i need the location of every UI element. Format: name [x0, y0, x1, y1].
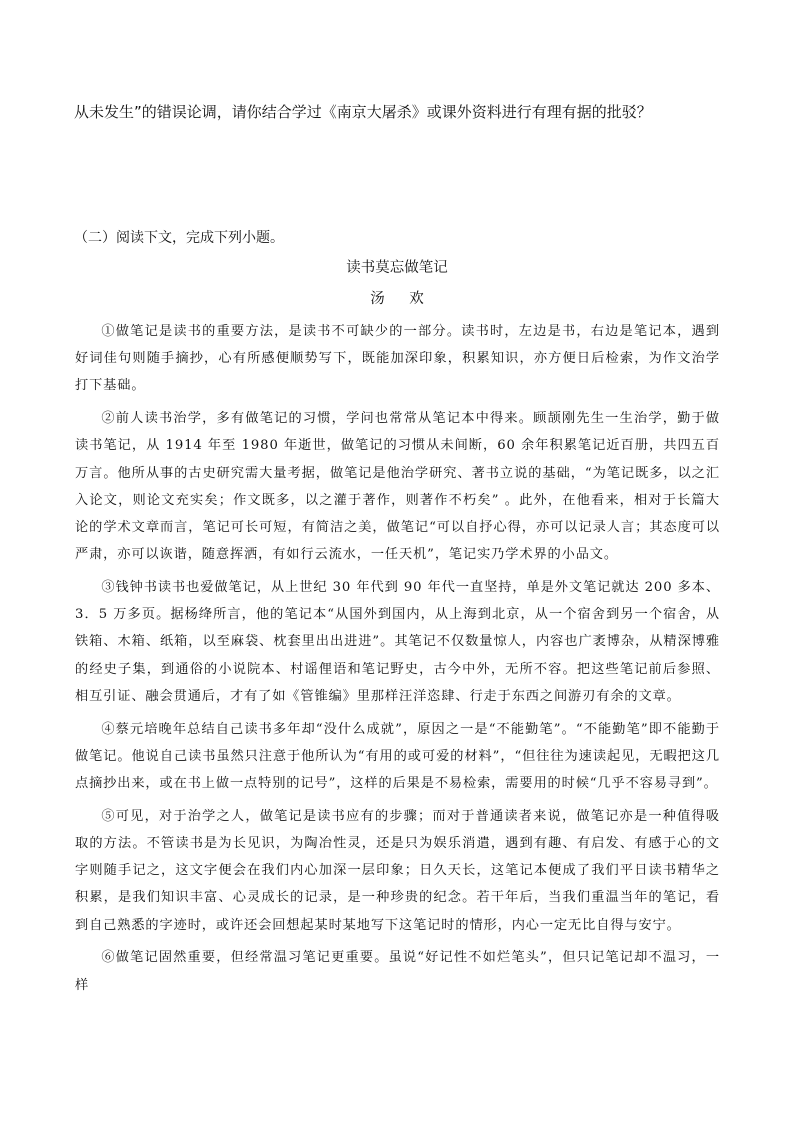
- paragraph-5: ⑤可见，对于治学之人，做笔记是读书应有的步骤；而对于普通读者来说，做笔记亦是一种值得吸取的方法。不管读书是为长见识，为陶冶性灵，还是只为娱乐消遣，遇到有趣、有启发、有感于心的文字则随手记之，这文字便会在我们内心加深一层印象；日久天长，这笔记本便成了我们平日读书精华之积累，是我们知识丰富、心灵成长的记录，是一种珍贵的纪念。若干年后，当我们重温当年的笔记，看到自己熟悉的字迹时，或许还会回想起某时某地写下这笔记时的情形，内心一定无比自得与安宁。: [75, 808, 720, 933]
- paragraph-2: ②前人读书治学，多有做笔记的习惯，学问也常常从笔记本中得来。顾颉刚先生一生治学，勤于做读书笔记，从 1914 年至 1980 年逝世，做笔记的习惯从未间断，60 余年积累笔记近百册，共四五百万言。他所从事的古史研究需大量考据，做笔记是他治学研究、著书立说的基础，“为笔记既多，以之汇入论文，则论文充实矣；作文既多，以之灌于著作，则著作不朽矣” 。此外，在他看来，相对于长篇大论的学术文章而言，笔记可长可短，有简洁之美，做笔记“可以自抒心得，亦可以记录人言；其态度可以严肃，亦可以诙谐，随意挥洒，有如行云流水，一任天机”，笔记实乃学术界的小品文。: [75, 411, 720, 563]
- paragraph-6: ⑥做笔记固然重要，但经常温习笔记更重要。虽说“好记性不如烂笔头”，但只记笔记却不温习，一样: [75, 950, 720, 993]
- article-body: [75, 318, 720, 1004]
- article-author: 汤 欢: [370, 291, 434, 307]
- paragraph-1: ①做笔记是读书的重要方法，是读书不可缺少的一部分。读书时，左边是书，右边是笔记本，遇到好词佳句则随手摘抄，心有所感便顺势写下，既能加深印象，积累知识，亦方便日后检索，为作文治学打下基础。: [75, 324, 720, 394]
- article-title: 读书莫忘做笔记: [346, 260, 448, 276]
- question-text: 从未发生”的错误论调，请你结合学过《南京大屠杀》或课外资料进行有理有据的批驳？: [74, 103, 652, 121]
- paragraph-3: ③钱钟书读书也爱做笔记，从上世纪 30 年代到 90 年代一直坚持，单是外文笔记就达 200 多本、3．5 万多页。据杨绛所言，他的笔记本“从国外到国内，从上海到北京，从一个宿舍到另一个宿舍，从铁箱、木箱、纸箱，以至麻袋、枕套里出出进进”。其笔记不仅数量惊人，内容也广袤博杂，从精深博雅的经史子集，到通俗的小说院本、村谣俚语和笔记野史，古今中外，无所不容。把这些笔记前后参照、相互引证、融会贯通后，才有了如《管锥编》里那样汪洋恣肆、行走于东西之间游刃有余的文章。: [75, 580, 720, 704]
- section-heading: （二）阅读下文，完成下列小题。: [74, 230, 284, 246]
- paragraph-4: ④蔡元培晚年总结自己读书多年却“没什么成就”，原因之一是“不能勤笔”。“不能勤笔”即不能勤于做笔记。他说自己读书虽然只注意于他所认为“有用的或可爱的材料”，“但往往为速读起见，无暇把这几点摘抄出来，或在书上做一点特别的记号”，这样的后果是不易检索，需要用的时候“几乎不容易寻到”。: [75, 721, 720, 792]
